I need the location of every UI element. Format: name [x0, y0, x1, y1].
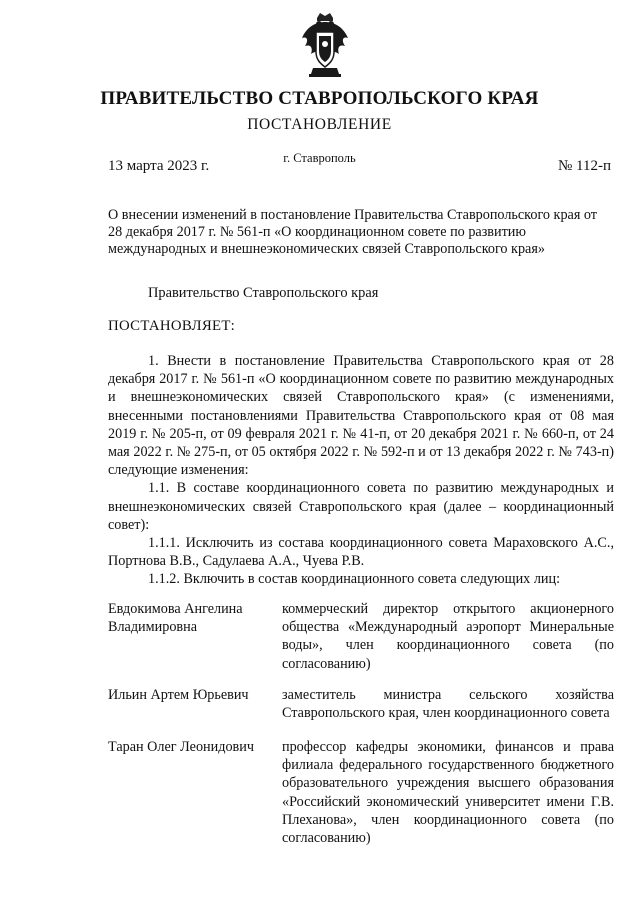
document-type: ПОСТАНОВЛЕНИЕ: [247, 116, 392, 133]
paragraph-1: 1. Внести в постановление Правительства Ставропольского края от 28 декабря 2017 г. № 561-п «О координационном совете по развитию международных и внешнеэкономических связей Ставропольского края» (с изменениями, внесенными постановлениями Правительства Ставропольского края от 08 мая 2019 г. № 205-п, от 09 февраля 2021 г. № 41-п, от 20 декабря 2021 г. № 660-п, от 24 мая 2022 г. № 275-п, от 05 октября 2022 г. № 592-п и от 13 декабря 2022 г. № 743-п) следующие изменения:: [108, 353, 614, 479]
issue-date: 13 марта 2023 г.: [108, 158, 210, 174]
member-role: коммерческий директор открытого акционерного общества «Международный аэропорт Минеральные воды», член координационного совета (по согласованию): [282, 601, 614, 672]
member-name: Таран Олег Леонидович: [108, 739, 254, 755]
resolution-body: [108, 352, 614, 589]
member-role: заместитель министра сельского хозяйства Ставропольского края, член координационного совета: [282, 687, 614, 722]
government-title: ПРАВИТЕЛЬСТВО СТАВРОПОЛЬСКОГО КРАЯ: [100, 88, 539, 109]
issue-city: г. Ставрополь: [283, 151, 356, 165]
document-number: № 112-п: [557, 158, 611, 174]
issuer-line: Правительство Ставропольского края: [148, 285, 379, 301]
member-name: Ильин Артем Юрьевич: [108, 687, 249, 703]
paragraph-1-1-1: 1.1.1. Исключить из состава координационного совета Мараховского А.С., Портнова В.В., Садулаева А.А., Чуева Р.В.: [108, 535, 614, 570]
coat-of-arms-emblem: [299, 12, 351, 80]
paragraph-1-1-2: 1.1.2. Включить в состав координационного совета следующих лиц:: [148, 571, 561, 588]
member-role: профессор кафедры экономики, финансов и права филиала федерального государственного бюджетного образовательного учреждения высшего образования «Российский экономический университет имени Г.В. Плеханова», член координационного совета (по согласованию): [282, 739, 614, 847]
resolves-heading: ПОСТАНОВЛЯЕТ:: [108, 318, 236, 334]
member-name: Евдокимова Ангелина Владимировна: [108, 601, 243, 636]
document-subject: О внесении изменений в постановление Правительства Ставропольского края от 28 декабря 2017 г. № 561-п «О координационном совете по развитию международных и внешнеэкономических связей Ставропольского края»: [108, 207, 598, 257]
paragraph-1-1: 1.1. В составе координационного совета по развитию международных и внешнеэкономических связей Ставропольского края (далее – координационный совет):: [108, 480, 614, 533]
